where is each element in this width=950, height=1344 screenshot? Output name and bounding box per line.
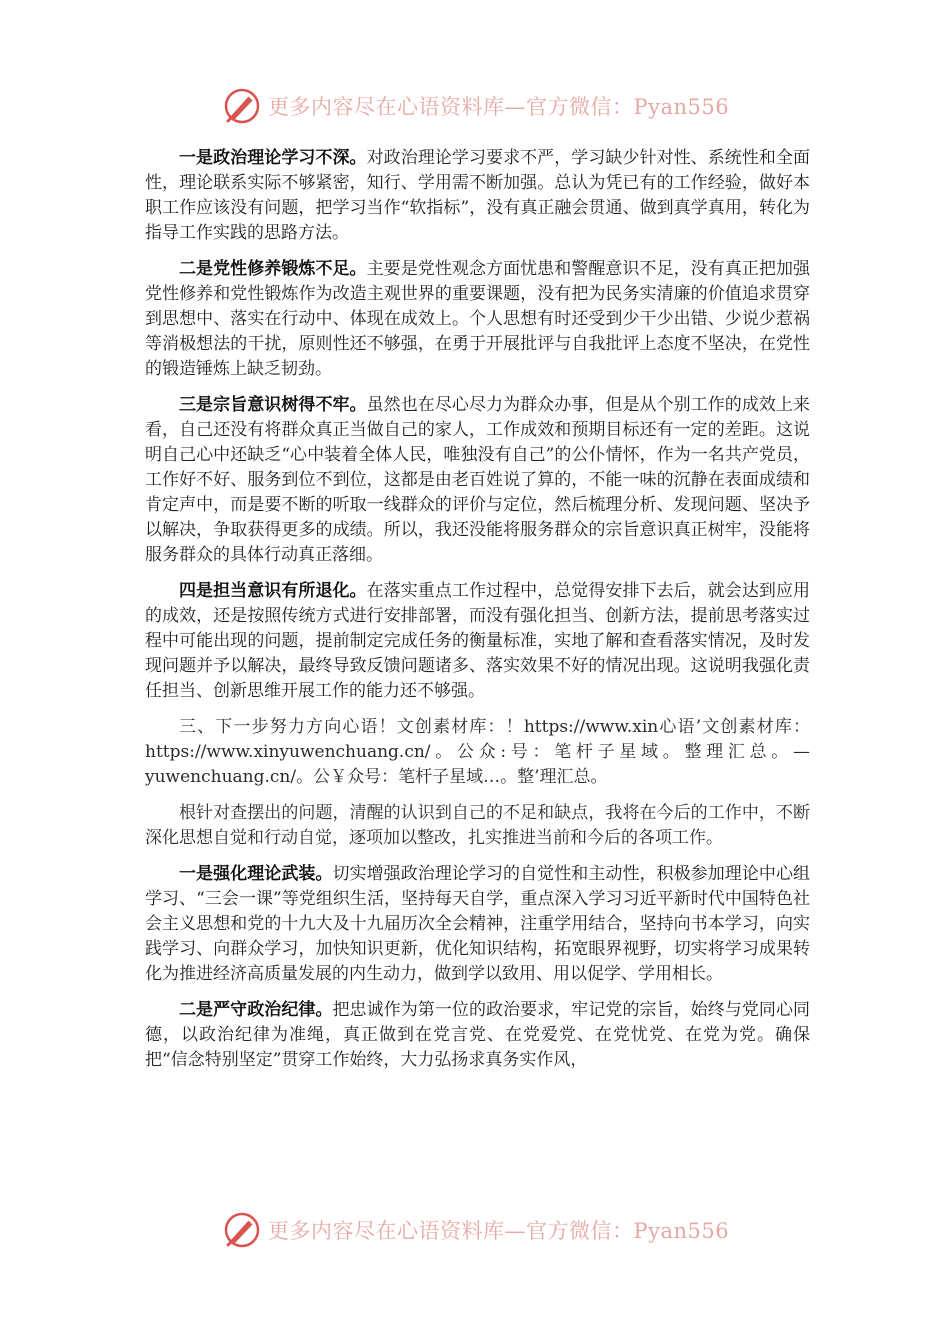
paragraph-text: 切实增强政治理论学习的自觉性和主动性，积极参加理论中心组学习、“三会一课”等党组织生活，坚持每天自学，重点深入学习习近平新时代中国特色社会主义思想和党的十九大及十九届历次全会精神，注重学用结合，坚持向书本学习，向实践学习、向群众学习，加快知识更新，优化知识结构，拓宽眼界视野，切实将学习成果转化为推进经济高质量发展的内生动力，做到学以致用、用以促学、学用相长。 [145,864,810,984]
watermark-text: 更多内容尽在心语资料库—官方微信：Pyan556 [268,95,730,119]
paragraph-lead: 一是强化理论武装。 [179,864,333,884]
paragraph-text: 对政治理论学习要求不严，学习缺少针对性、系统性和全面性，理论联系实际不够紧密，知行、学用需不断加强。总认为凭已有的工作经验，做好本职工作应该没有问题，把学习当作“软指标”，没有真正融会贯通、做到真学真用，转化为指导工作实践的思路方法。 [145,148,811,243]
paragraph-5 [145,862,810,987]
pen-nib-seal-icon [222,1210,262,1250]
paragraph-lead: 二是严守政治纪律。 [179,1000,333,1020]
paragraph-2 [145,257,810,382]
footer-watermark [222,1208,742,1252]
paragraph-1 [145,146,810,246]
watermark-text: 更多内容尽在心语资料库—官方微信：Pyan556 [268,1219,730,1243]
paragraph-6 [145,998,810,1073]
paragraph-text: 三、下一步努力方向心语！文创素材库：！https://www.xin心语’文创素材库：https://www.xinyuwenchuang.cn/。公众:号：笔杆子星域。整理汇总。—yuwenchuang.cn/。公￥众号：笔杆子星域…。整’理汇总。 [145,717,810,787]
paragraph-text: 主要是党性观念方面忧患和警醒意识不足，没有真正把加强党性修养和党性锻炼作为改造主观世界的重要课题，没有把为民务实清廉的价值追求贯穿到思想中、落实在行动中、体现在成效上。个人思想有时还受到少干少出错、少说少惹祸等消极想法的干扰，原则性还不够强，在勇于开展批评与自我批评上态度不坚决，在党性的锻造锤炼上缺乏韧劲。 [145,259,811,379]
paragraph-lead: 三是宗旨意识树得不牢。 [179,395,367,415]
paragraph-lead: 一是政治理论学习不深。 [179,148,367,168]
paragraph-text: 在落实重点工作过程中，总觉得安排下去后，就会达到应用的成效，还是按照传统方式进行安排部署，而没有强化担当、创新方法，提前思考落实过程中可能出现的问题，提前制定完成任务的衡量标准，实地了解和查看落实情况，及时发现问题并予以解决，最终导致反馈问题诸多、落实效果不好的情况出现。这说明我强化责任担当、创新思维开展工作的能力还不够强。 [145,581,811,701]
header-watermark [222,84,742,128]
paragraph-text: 根针对查摆出的问题，清醒的认识到自己的不足和缺点，我将在今后的工作中，不断深化思想自觉和行动自觉，逐项加以整改，扎实推进当前和今后的各项工作。 [145,803,810,848]
paragraph-text: 虽然也在尽心尽力为群众办事，但是从个别工作的成效上来看，自己还没有将群众真正当做自己的家人，工作成效和预期目标还有一定的差距。这说明自己心中还缺乏“心中装着全体人民，唯独没有自己”的公仆情怀，作为一名共产党员，工作好不好、服务到位不到位，这都是由老百姓说了算的，不能一味的沉静在表面成绩和肯定声中，而是要不断的听取一线群众的评价与定位，然后梳理分析、发现问题、坚决予以解决，争取获得更多的成绩。所以，我还没能将服务群众的宗旨意识真正树牢，没能将服务群众的具体行动真正落细。 [145,395,811,565]
section-heading-paragraph [145,715,810,790]
paragraph-lead: 四是担当意识有所退化。 [179,581,367,601]
pen-nib-seal-icon [222,86,262,126]
paragraph-intro [145,801,810,851]
paragraph-4 [145,579,810,704]
paragraph-lead: 二是党性修养锻炼不足。 [179,259,367,279]
paragraph-3 [145,393,810,568]
paragraph-text: 把忠诚作为第一位的政治要求，牢记党的宗旨，始终与党同心同德，以政治纪律为准绳，真正做到在党言党、在党爱党、在党忧党、在党为党。确保把“信念特别坚定”贯穿工作始终，大力弘扬求真务实作风， [145,1000,810,1070]
document-body [145,146,810,1084]
